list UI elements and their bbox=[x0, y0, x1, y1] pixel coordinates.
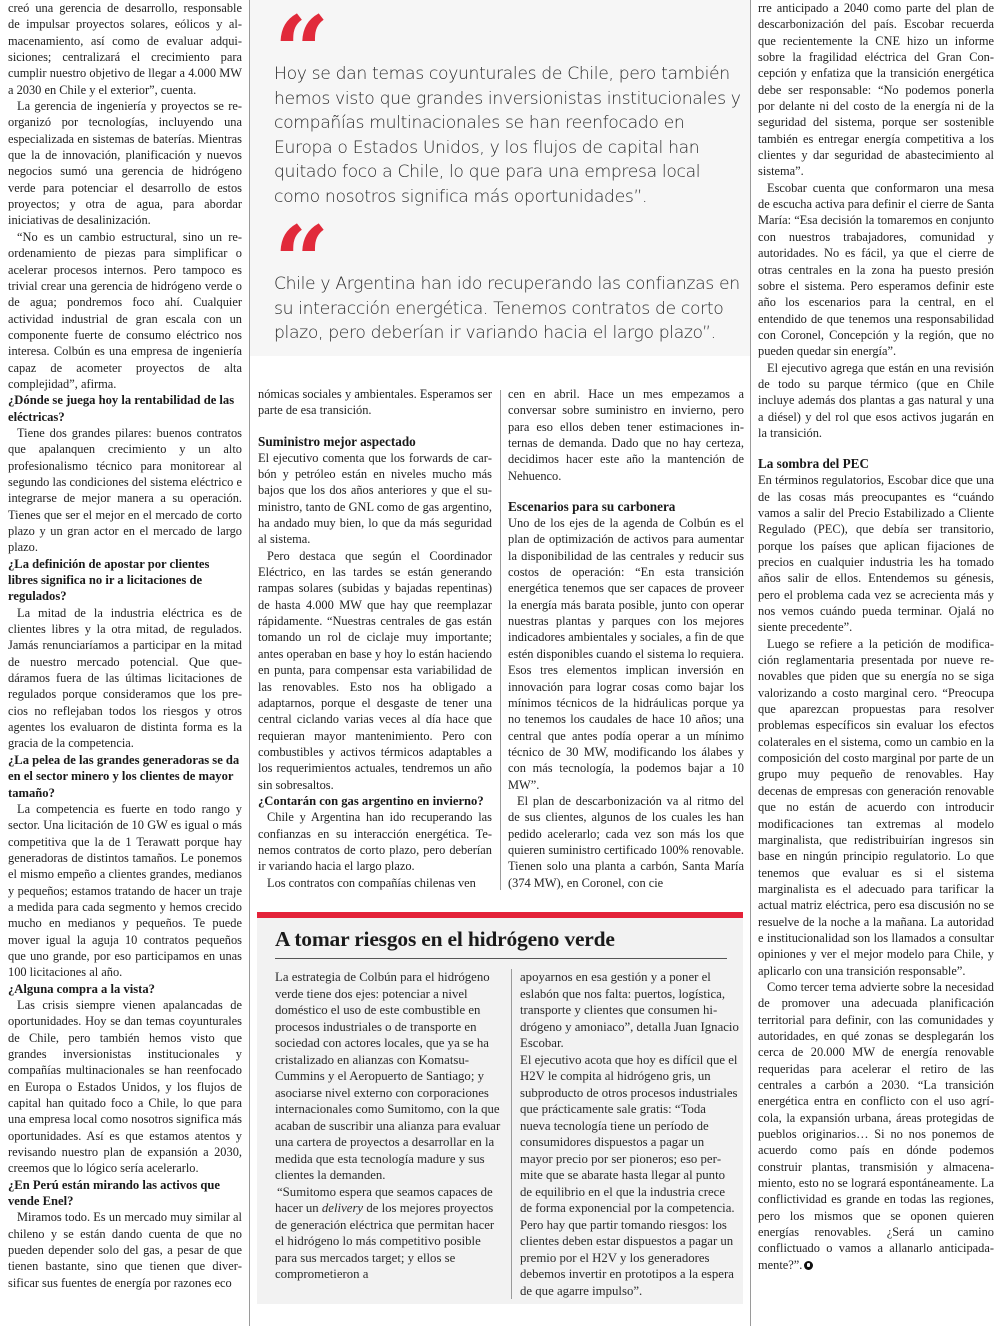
paragraph: El ejecutivo agrega que están en una revisión de todo su parque térmico (que en Chile incluye además dos plantas a gas natural y una a diésel) y del rol que esos activos jugarán en la transición. bbox=[758, 360, 994, 440]
paragraph: El plan de descarbonización va al ritmo del de sus clientes, algunos de los cuales les han pedido acelerarlo; cada vez son más los que quieren suministro certificado 100% renovable. Tienen solo una planta a carbón, Santa María (374 MW), en Coronel, con cie bbox=[508, 793, 744, 890]
section-subheading: Escenarios para su carbonera bbox=[508, 499, 676, 515]
paragraph: Las crisis siempre vienen apalancadas de oportunidades. Hoy se dan temas coyunturales de Chile, pero también hemos visto que grandes inversionistas institucionales y compañías multinacionales se han reenfocado en Europa o Estados Unidos, y los flujos de capital han quitado foco a Chile, lo que para una empresa local como nosotros significa más oportunidades. Así es que estamos atentos y revisando nuestro plan de expansión a 2030, creemos que lo lógico sería acelerarlo. bbox=[8, 997, 242, 1176]
article-column-4 bbox=[758, 0, 994, 1273]
pull-quotes-panel bbox=[250, 0, 750, 356]
interview-question: ¿En Perú están mirando las activos que vende Enel? bbox=[8, 1177, 221, 1209]
paragraph: El ejecutivo comenta que los forwards de carbón y petróleo están en niveles mucho más bajos que los dos años anteriores y que el suministro, tanto de GNL como de gas argentino, ha andado muy bien, lo que da más seguridad al sistema. bbox=[258, 450, 492, 547]
section-subheading: Suministro mejor aspectado bbox=[258, 433, 416, 449]
paragraph: Los contratos con compañías chilenas ven bbox=[267, 875, 476, 890]
column-divider bbox=[500, 390, 501, 890]
paragraph: Como tercer tema advierte sobre la necesidad de promover una adecuada planificación territorial para definir, con las comunidades y autoridades, en qué zonas se desplegarán los cerca de 20.000 MW de energía renovable requeridas para acelerar el retiro de las centrales a carbón a 2030. “La transición energética entra en conflicto con el uso agrícola, la expansión urbana, áreas protegidas de pueblos originarios… Si no nos ponemos de acuerdo como país en dónde podemos construir plantas, transmisión y almacenamiento, esto no se logrará espontáneamente. La conflictividad es grande en todas las regiones, pero los mismos que se oponen quieren energías renovables. ¿Será un camino conflictuado o vamos a allanarlo anticipadamente?”. bbox=[758, 979, 994, 1272]
interview-question: ¿La pelea de las grandes generadoras se da en el sector minero y los clientes de mayor tamaño? bbox=[8, 752, 240, 800]
pull-quote: Hoy se dan temas coyunturales de Chile, pero también hemos visto que grandes inversionistas institucionales y compañías multinacionales se han reenfocado en Europa o Estados Unidos, y los flujos de capital han quitado foco a Chile, lo que para una empresa local como nosotros significa más oportunidades”. bbox=[274, 64, 741, 207]
title-rule bbox=[275, 958, 727, 959]
paragraph: La gerencia de ingeniería y proyectos se reorganizó por tecnologías, incluyendo una especializada en sistemas de baterías. Mientras que la de innovación, planificación y nuevos negocios sumó una gerencia de hidrógeno verde para potenciar el desarrollo de estos proyectos; y otra de agua, para abordar iniciativas de desalinización. bbox=[8, 99, 242, 228]
interview-question: ¿Alguna compra a la vista? bbox=[8, 981, 155, 996]
column-divider bbox=[750, 0, 751, 1326]
paragraph: Uno de los ejes de la agenda de Colbún es el plan de optimización de activos para aumentar la disponibilidad de las centrales y reducir sus costos de operación: “En esta transición energética tenemos que ser capaces de proveer la energía más barata posible, junto con operar nuestras plantas y parques con los mejores indicadores ambientales y sociales, a fin de que estén disponibles cuando el sistema lo requiera. Esos tres elementos implican inversión en innovación para lograr cosas como bajar los mínimos técnicos de la hidráulicas porque ya no tenemos los caudales de hace 10 años; una central que antes podía operar a un mínimo técnico de 30 MW, modificando los álabes y con más tecnología, la podemos bajar a 10 MW”. bbox=[508, 516, 744, 792]
paragraph: La mitad de la industria eléctrica es de clientes libres y la otra mitad, de regulados. Jamás renunciaríamos a participar en la mitad de nuestro mercado potencial. Que quedáramos fuera de las últimas licitaciones de regulados porque consideramos que los precios no reflejaban todos los riesgos y otros agentes los evaluaron de distinta forma es la gracia de la competencia. bbox=[8, 605, 242, 751]
paragraph: apoyarnos en esa gestión y a poner el eslabón que nos falta: puertos, logística, transporte y clientes que consumen hidrógeno y amoniaco”, detalla Juan Ignacio Escobar. bbox=[520, 970, 739, 1050]
sidebar-box-hydrogen bbox=[257, 912, 743, 1304]
section-subheading: La sombra del PEC bbox=[758, 456, 869, 472]
paragraph: El ejecutivo acota que hoy es difícil que el H2V le compita al hidrógeno gris, un subproducto de otros procesos industriales que prácticamente sale gratis: “Toda nueva tecnología tiene un período de consumidores dispuestos a pagar un mayor precio por ser pioneros; eso permite que se abarate hasta llegar al punto de equilibrio en el que la industria crece de forma exponencial por la competencia. Pero hay que partir tomando riesgos: los clientes deben estar dispuestos a pagar un premio por el H2V y los generadores debemos invertir en prototipos a la espera de que agarre impulso”. bbox=[520, 1052, 738, 1298]
paragraph: La estrategia de Colbún para el hidrógeno verde tiene dos ejes: potenciar a nivel doméstico el uso de este combustible en procesos industriales o de transporte en sociedad con actores locales, que ya se ha cristalizado en alianzas con Komatsu-Cummins y el Aeropuerto de Santiago; y asociarse nivel externo con corporaciones internacionales como Sumitomo, con la que acaban de suscribir una alianza para evaluar una cartera de proyectos a desarrollar en la medida que esta tecnología madure y sus clientes la demanden. bbox=[275, 970, 501, 1182]
paragraph: Tiene dos grandes pilares: buenos contratos que apalanquen crecimiento y un alto profesionalismo técnico para monitorear al segundo las condiciones del sistema eléctrico e integrarse de mejor manera a su operación. Tienes que ser el mejor en el mercado de corto plazo y un gran actor en el mercado de largo plazo. bbox=[8, 425, 242, 555]
paragraph: Luego se refiere a la petición de modificación reglamentaria presentada por nueve renovables que piden que su energía no se siga valorizando a costo marginal cero. “Preocupa que aparezcan propuestas para resolver problemas específicos sin evaluar los efectos colaterales en el sistema, como un cambio en la composición del costo marginal por parte de un grupo muy pequeño de renovables. Hay decenas de empresas con generación renovable que no están de acuerdo con introducir modificaciones tan extremas al modelo marginalista, que redistribuirían ingresos sin base en ningún principio regulatorio. Lo que tenemos que evaluar es si el sistema marginalista es el adecuado para tarificar la actual matriz eléctrica, pero esa discusión no se resuelve de la noche a la mañana. La autoridad e institucionalidad son los llamados a consultar opiniones y ver el mejor modelo para Chile, y aplicarlo con una transición responsable”. bbox=[758, 636, 994, 978]
article-column-1 bbox=[8, 0, 242, 1291]
paragraph: Miramos todo. Es un mercado muy similar al chileno y se están dando cuenta de que no pueden depender solo del gas, a pesar de que tienen bastante, sino que tienen que diversificar sus fuentes de energía por razones eco bbox=[8, 1210, 242, 1290]
paragraph: “No es un cambio estructural, sino un reordenamiento de piezas para simplificar o acelerar procesos internos. Pero tampoco es trivial crear una gerencia de hidrógeno verde o de agua; pondremos foco ahí. Cualquier actividad industrial de gran escala con un componente fuerte de consumo eléctrico nos interesa. Colbún es una empresa de ingeniería capaz de acometer proyectos de alta complejidad”, afirma. bbox=[8, 229, 242, 391]
paragraph: “Sumitomo espera que seamos capaces de hacer un delivery de los mejores proyectos de generación eléctrica que permitan hacer el hidrógeno lo más competitivo posible para sus mercados target; y ellos se comprometieron a bbox=[275, 1184, 495, 1281]
paragraph: Chile y Argentina han ido recuperando las confianzas en su interacción energética. Tenemos contratos de corto plazo, pero deberían ir variando hacia el largo plazo. bbox=[258, 810, 492, 874]
paragraph: creó una gerencia de desarrollo, responsable de impulsar proyectos solares, eólicos y almacenamiento, así como de evaluar adquisiciones; centralizará el crecimiento para cumplir nuestro objetivo de llegar a 4.000 MW a 2030 en Chile y el exterior”, cuenta. bbox=[8, 1, 242, 97]
interview-question: ¿La definición de apostar por clientes libres significa no ir a licitaciones de regulados? bbox=[8, 556, 210, 604]
paragraph: La competencia es fuerte en todo rango y sector. Una licitación de 10 GW es igual o más competitiva que la de 1 Terawatt porque hay generadoras de distintos tamaños. Le ponemos el mismo empeño a clientes grandes, medianos y pequeños; estamos tratando de hacer un traje a medida para cada segmento y hemos crecido mucho en medianos y pequeños. Te puede mover igual la aguja 10 contratos pequeños que uno grande, por eso participamos en unas 100 licitaciones al año. bbox=[8, 801, 242, 980]
sidebar-box-title: A tomar riesgos en el hidrógeno verde bbox=[275, 927, 615, 951]
sidebar-box-column-right bbox=[511, 969, 739, 1299]
paragraph: En términos regulatorios, Escobar dice que una de las cosas más preocupantes es “cuándo vamos a salir del Precio Estabilizado a Cliente Regulado (PEC), que debía ser transitorio, porque los países que aplican fijaciones de precios en cualquier industria les ha tomado años salir de ellos. Entendemos su génesis, pero el problema cada vez se acrecienta más y nos vemos cuándo pueda terminar. Ojalá no siente precedente”. bbox=[758, 473, 994, 635]
paragraph: cen en abril. Hace un mes empezamos a conversar sobre suministro en invierno, pero para eso ellos deben tener estimaciones internas de demanda. Dado que no hay certeza, decidimos hacer este año la mantención de Nehuenco. bbox=[508, 387, 744, 483]
article-column-2 bbox=[258, 386, 492, 891]
pull-quote: Chile y Argentina han ido recuperando las confianzas en su interacción energética. Tenemos contratos de corto plazo, pero deberían ir variando hacia el largo plazo”. bbox=[274, 274, 740, 344]
paragraph: Pero destaca que según el Coordinador Eléctrico, en las tardes se están generando rampas solares (subidas y bajadas repentinas) de hasta 4.000 MW que hay que reemplazar rápidamente. “Nuestras centrales de gas están tomando un rol de ciclaje muy importante; antes operaban en base y hoy lo están haciendo en punta, para compensar esta variabilidad de las renovables. Esto nos ha obligado a adaptarnos, porque el desgaste de tener una central ciclando varias veces al día hace que requieran mayor mantenimiento. Pero con combustibles y activos térmicos adaptables a los requerimientos actuales, tendremos un año sin sobresaltos. bbox=[258, 548, 492, 792]
paragraph: nómicas sociales y ambientales. Esperamos ser parte de esa transición. bbox=[258, 387, 492, 418]
paragraph: Escobar cuenta que conformaron una mesa de escucha activa para definir el cierre de Santa María: “Esa decisión la tomaremos en conjunto con nuestros trabajadores, comunidad y autoridades. No es fácil, ya que el cierre de otras centrales en la zona ha puesto presión sobre el sistema. Pero esperamos definir este año los escenarios para la central, en el entendido de que tenemos una responsabilidad con Coronel, Concepción y la región, que no pueden quedar sin energía”. bbox=[758, 180, 994, 359]
interview-question: ¿Dónde se juega hoy la rentabilidad de las eléctricas? bbox=[8, 393, 235, 424]
paragraph: rre anticipado a 2040 como parte del plan de descarbonización del país. Escobar recuerda que recientemente la CNE hizo un informe sobre la fragilidad eléctrica del Gran Concepción y enfatiza que la transición energética debe ser responsable: “No podemos ponerla por delante ni del costo de la energía ni de la seguridad del sistema, porque ser sostenible también es entregar energía competitiva a los clientes y dar seguridad de abastecimiento al sistema”. bbox=[758, 1, 994, 179]
sidebar-box-column-left bbox=[275, 969, 501, 1283]
end-of-article-icon bbox=[804, 1261, 813, 1270]
quote-open-icon: “ bbox=[274, 0, 324, 108]
article-column-3 bbox=[508, 386, 744, 891]
quote-open-icon: “ bbox=[274, 205, 324, 318]
interview-question: ¿Contarán con gas argentino en invierno? bbox=[258, 793, 484, 808]
accent-bar bbox=[257, 912, 743, 918]
